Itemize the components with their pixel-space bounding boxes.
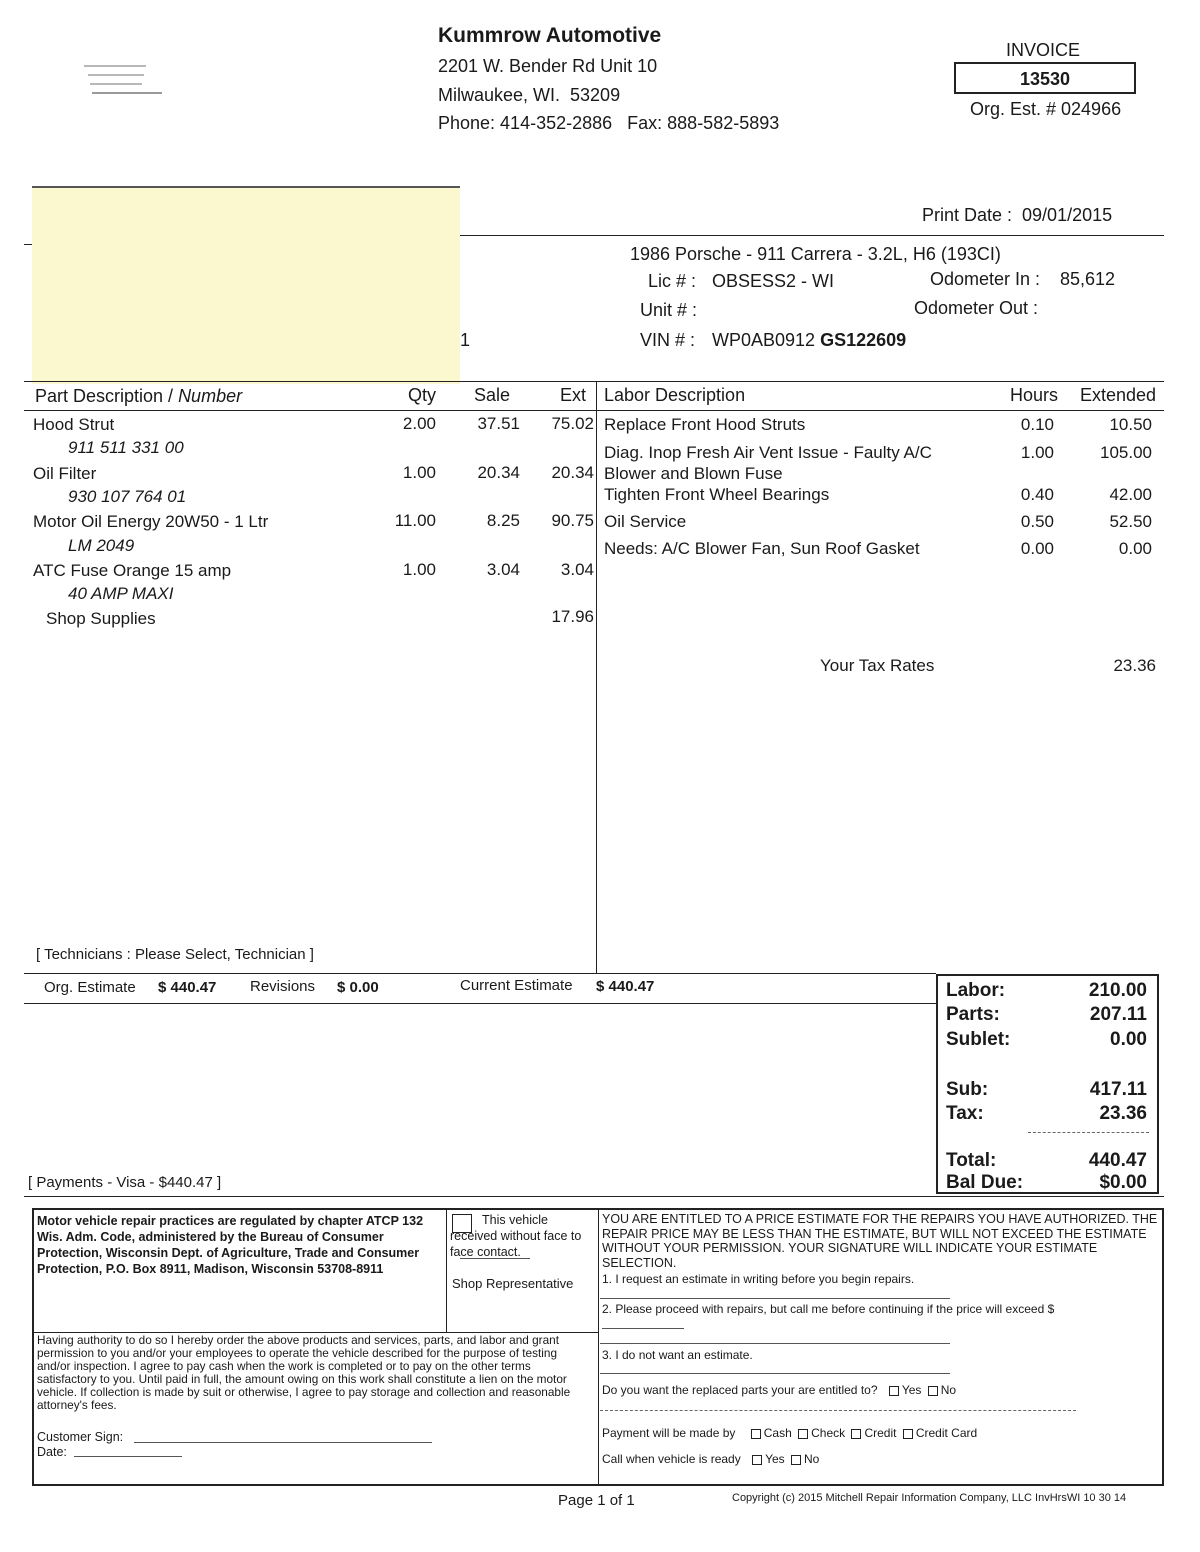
estimate-notice: YOU ARE ENTITLED TO A PRICE ESTIMATE FOR THE REPAIRS YOU HAVE AUTHORIZED. THE REPAIR PRICE MAY BE LESS THAN THE ESTIMATE, BUT WILL NOT EXCEED THE ESTIMATE WITHOUT YOUR PERMISSION. YOUR SIGNATURE WILL INDICATE YOUR ESTIMATE SELECTION. — [602, 1212, 1158, 1270]
grand-total-label: Total: — [946, 1150, 997, 1171]
labor-hours: 0.00 — [1020, 539, 1054, 558]
part-ext: 20.34 — [551, 463, 594, 482]
shop-supplies-label: Shop Supplies — [46, 609, 156, 628]
shop-address-line2: Milwaukee, WI. 53209 — [438, 85, 621, 105]
replaced-parts-question: Do you want the replaced parts your are entitled to? Yes No — [602, 1383, 957, 1397]
exceed-amount-line — [602, 1328, 684, 1329]
part-qty: 11.00 — [394, 511, 436, 530]
authority-notice: Having authority to do so I hereby order the above products and services, parts, and labor and grant permission to you and/or your employees to operate the vehicle described for the purpose of testing and/or inspection. I agree to pay cash when the work is completed or to pay on the other terms satisfactory to you. Until paid in full, the amount owing on this work shall constitute a lien on the motor vehicle. If collection is made by suit or otherwise, I agree to pay storage and collection and reasonable attorney's fees. — [37, 1333, 571, 1412]
part-description: Oil Filter — [33, 464, 97, 483]
call-yes-checkbox[interactable] — [752, 1455, 762, 1465]
parts-header-sale: Sale — [473, 385, 510, 405]
labor-hours: 0.10 — [1020, 415, 1054, 434]
option1-sign-line — [600, 1298, 950, 1299]
part-ext: 90.75 — [551, 511, 594, 530]
labor-description: Replace Front Hood Struts — [604, 415, 806, 434]
part-qty: 1.00 — [402, 560, 436, 579]
payment-method-line: Payment will be made by Cash Check Credit Credit Card — [602, 1426, 978, 1440]
payments-rule — [24, 1196, 1164, 1197]
credit-checkbox[interactable] — [851, 1429, 861, 1439]
labor-description: Tighten Front Wheel Bearings — [604, 485, 830, 504]
parts-header-desc: Part Description / Number — [35, 386, 243, 406]
vin-prefix: WP0AB0912 — [712, 330, 816, 350]
estimate-option-3: 3. I do not want an estimate. — [602, 1348, 753, 1362]
labor-description: Diag. Inop Fresh Air Vent Issue - Faulty A/C — [604, 443, 932, 462]
revisions-value: $ 0.00 — [337, 979, 379, 996]
estimate-option-1: 1. I request an estimate in writing before you begin repairs. — [602, 1272, 915, 1286]
estimate-top-rule — [24, 973, 936, 974]
shop-representative-label: Shop Representative — [452, 1276, 574, 1291]
table-top-rule — [24, 381, 1164, 382]
date-line[interactable] — [74, 1456, 182, 1457]
parts-total-label: Parts: — [946, 1004, 1000, 1025]
labor-header-desc: Labor Description — [604, 385, 746, 405]
totals-dash-rule — [1028, 1132, 1149, 1133]
parts-header-qty: Qty — [407, 385, 436, 405]
part-ext: 3.04 — [560, 560, 594, 579]
labor-hours: 0.40 — [1020, 485, 1054, 504]
labor-header-hours: Hours — [1009, 385, 1058, 405]
shop-name: Kummrow Automotive — [438, 24, 662, 47]
subtotal-value: 417.11 — [1089, 1079, 1147, 1100]
tax-total-value: 23.36 — [1099, 1103, 1147, 1124]
odometer-in-label: Odometer In : — [930, 269, 1041, 289]
labor-total-label: Labor: — [946, 980, 1006, 1001]
shop-address-line1: 2201 W. Bender Rd Unit 10 — [438, 56, 658, 76]
labor-hours: 1.00 — [1020, 443, 1054, 462]
legal-dash-rule — [600, 1410, 1076, 1411]
subtotal-label: Sub: — [946, 1079, 989, 1100]
print-date: Print Date : 09/01/2015 — [922, 205, 1113, 225]
part-qty: 1.00 — [402, 463, 436, 482]
current-estimate-value: $ 440.47 — [596, 978, 655, 995]
shop-logo-stamp — [78, 58, 170, 124]
vin-value — [712, 330, 906, 351]
org-estimate-label: Org. Estimate — [44, 979, 136, 996]
labor-hours: 0.50 — [1020, 512, 1054, 531]
parts-header-ext: Ext — [559, 385, 586, 405]
cash-checkbox[interactable] — [751, 1429, 761, 1439]
unit-label: Unit # : — [640, 300, 698, 320]
legal-divider-1 — [446, 1210, 447, 1332]
estimate-option-2: 2. Please proceed with repairs, but call me before continuing if the price will exceed $ — [602, 1302, 1055, 1316]
estimate-bottom-rule — [24, 1003, 936, 1004]
grand-total-value: 440.47 — [1088, 1150, 1147, 1171]
part-sale: 20.34 — [477, 463, 520, 482]
org-estimate-number: Org. Est. # 024966 — [970, 99, 1122, 119]
customer-sign-label: Customer Sign: — [37, 1430, 124, 1444]
labor-extended: 0.00 — [1118, 539, 1152, 558]
shop-rep-signature-line — [460, 1258, 530, 1259]
sublet-total-value: 0.00 — [1110, 1029, 1147, 1050]
balance-due-value: $0.00 — [1099, 1172, 1147, 1193]
redacted-customer-info — [32, 186, 460, 384]
labor-extended: 42.00 — [1109, 485, 1152, 504]
parts-yes-checkbox[interactable] — [889, 1386, 899, 1396]
copyright: Copyright (c) 2015 Mitchell Repair Information Company, LLC InvHrsWI 10 30 14 — [732, 1492, 1127, 1504]
call-no-checkbox[interactable] — [791, 1455, 801, 1465]
current-estimate-label: Current Estimate — [460, 977, 573, 994]
odometer-out-label: Odometer Out : — [914, 298, 1039, 318]
labor-description-cont: Blower and Blown Fuse — [604, 464, 783, 483]
part-qty: 2.00 — [402, 414, 436, 433]
payments-line: [ Payments - Visa - $440.47 ] — [28, 1174, 222, 1191]
labor-total-value: 210.00 — [1088, 980, 1147, 1001]
odometer-in-value: 85,612 — [1060, 269, 1116, 289]
part-ext: 75.02 — [551, 414, 594, 433]
credit-card-checkbox[interactable] — [903, 1429, 913, 1439]
labor-extended: 10.50 — [1109, 415, 1152, 434]
labor-description: Needs: A/C Blower Fan, Sun Roof Gasket — [604, 539, 920, 558]
part-number: 40 AMP MAXI — [68, 584, 174, 603]
legal-box — [32, 1208, 1164, 1486]
org-estimate-value: $ 440.47 — [158, 979, 217, 996]
labor-extended: 105.00 — [1100, 443, 1152, 462]
tax-total-label: Tax: — [946, 1103, 984, 1124]
part-description: Hood Strut — [33, 415, 115, 434]
part-number: 911 511 331 00 — [68, 438, 184, 457]
parts-total-value: 207.11 — [1089, 1004, 1147, 1025]
revisions-label: Revisions — [250, 978, 316, 995]
labor-description: Oil Service — [604, 512, 687, 531]
tax-rates-label: Your Tax Rates — [820, 656, 935, 675]
customer-stray-char: 1 — [460, 330, 471, 350]
customer-signature-line[interactable] — [134, 1442, 432, 1443]
part-number: 930 107 764 01 — [68, 487, 187, 506]
technicians-line: [ Technicians : Please Select, Technician ] — [36, 946, 314, 963]
shop-phone-fax: Phone: 414-352-2886 Fax: 888-582-5893 — [438, 113, 780, 133]
labor-extended: 52.50 — [1109, 512, 1152, 531]
call-when-ready-line: Call when vehicle is ready Yes No — [602, 1452, 820, 1466]
sublet-total-label: Sublet: — [946, 1029, 1011, 1050]
option3-sign-line — [600, 1373, 950, 1374]
part-description: Motor Oil Energy 20W50 - 1 Ltr — [33, 512, 269, 531]
part-description: ATC Fuse Orange 15 amp — [33, 561, 232, 580]
vin-suffix: GS122609 — [820, 330, 907, 350]
lic-value: OBSESS2 - WI — [712, 271, 835, 291]
part-sale: 8.25 — [486, 511, 520, 530]
part-number: LM 2049 — [68, 536, 135, 555]
vehicle-description: 1986 Porsche - 911 Carrera - 3.2L, H6 (193CI) — [630, 244, 1001, 264]
parts-no-checkbox[interactable] — [928, 1386, 938, 1396]
date-label: Date: — [37, 1445, 67, 1459]
vin-label: VIN # : — [640, 330, 696, 350]
tax-rates-value: 23.36 — [1113, 656, 1156, 675]
parts-labor-divider — [596, 381, 597, 974]
table-header-rule — [24, 410, 1164, 411]
invoice-label: INVOICE — [1006, 40, 1081, 60]
balance-due-label: Bal Due: — [946, 1172, 1024, 1193]
vehicle-received-note: This vehicle received without face to face contact. — [450, 1213, 582, 1259]
part-sale: 3.04 — [486, 560, 520, 579]
atcp-notice: Motor vehicle repair practices are regulated by chapter ATCP 132 Wis. Adm. Code, administered by the Bureau of Consumer Protection, Wisconsin Dept. of Agriculture, Trade and Consumer Protection, P.O. Box 8911, Madison, Wisconsin 53708-8911 — [37, 1214, 424, 1276]
page-number: Page 1 of 1 — [558, 1492, 635, 1509]
totals-box — [936, 974, 1159, 1194]
tick-mark — [24, 244, 32, 245]
shop-supplies-ext: 17.96 — [551, 607, 594, 626]
header-divider — [460, 235, 1164, 236]
option2-sign-line — [600, 1343, 950, 1344]
labor-header-extended: Extended — [1079, 385, 1156, 405]
part-sale: 37.51 — [477, 414, 520, 433]
lic-label: Lic # : — [648, 271, 697, 291]
invoice-number: 13530 — [954, 62, 1136, 94]
check-checkbox[interactable] — [798, 1429, 808, 1439]
legal-divider-2 — [598, 1210, 599, 1486]
